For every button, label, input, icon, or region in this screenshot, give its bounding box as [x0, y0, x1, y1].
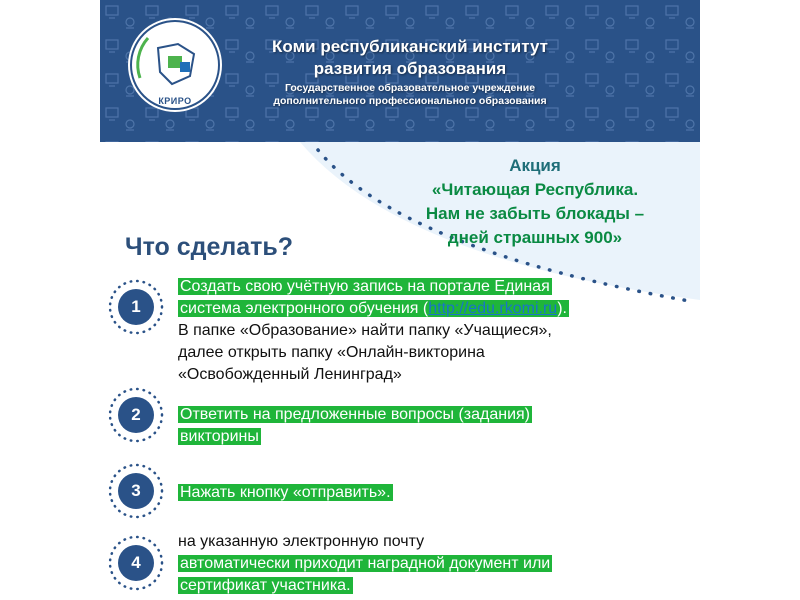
step-3-badge — [108, 463, 164, 519]
logo-text: КРИРО — [158, 96, 192, 106]
highlighted-text: ). — [557, 300, 567, 317]
highlighted-text: сертификат участника. — [180, 577, 351, 594]
subtitle-line: Государственное образовательное учреждение — [284, 82, 536, 94]
portal-link[interactable]: http://edu.rkomi.ru — [428, 300, 558, 317]
step-instruction: «Освобожденный Ленинград» — [178, 366, 402, 383]
task-heading: Что сделать? — [125, 233, 294, 261]
highlighted-text: Ответить на предложенные вопросы (задания) — [180, 406, 530, 423]
step-number: 2 — [131, 405, 141, 424]
action-line: «Читающая Республика. — [431, 180, 639, 199]
slide — [100, 0, 700, 600]
action-line: Акция — [509, 156, 561, 175]
step-instruction: далее открыть папку «Онлайн-викторина — [178, 344, 485, 361]
step-number: 3 — [131, 481, 141, 500]
action-line: Нам не забыть блокады – — [425, 204, 645, 223]
step-2-text — [178, 404, 532, 448]
step-4-text — [178, 531, 552, 597]
step-number: 4 — [131, 553, 141, 572]
subtitle-line: дополнительного профессионального образования — [273, 95, 547, 107]
highlighted-text: Нажать кнопку «отправить». — [180, 484, 391, 501]
step-2-badge — [108, 387, 164, 443]
title-line: развития образования — [313, 59, 507, 78]
action-line: дней страшных 900» — [447, 228, 623, 247]
step-number: 1 — [131, 297, 141, 316]
highlighted-text: автоматически приходит наградной документ или — [180, 555, 551, 572]
step-4-badge — [108, 535, 164, 591]
step-1-text — [178, 276, 569, 386]
title-line: Коми республиканский институт — [272, 37, 548, 56]
step-instruction: В папке «Образование» найти папку «Учащиеся», — [178, 322, 552, 339]
step-3-text — [178, 482, 393, 504]
step-1-badge — [108, 279, 164, 335]
highlighted-text: викторины — [180, 428, 259, 445]
highlighted-text: Создать свою учётную запись на портале Единая — [180, 278, 550, 295]
action-title — [400, 154, 670, 250]
highlighted-text: система электронного обучения ( — [180, 300, 429, 317]
step-instruction: на указанную электронную почту — [178, 533, 425, 550]
